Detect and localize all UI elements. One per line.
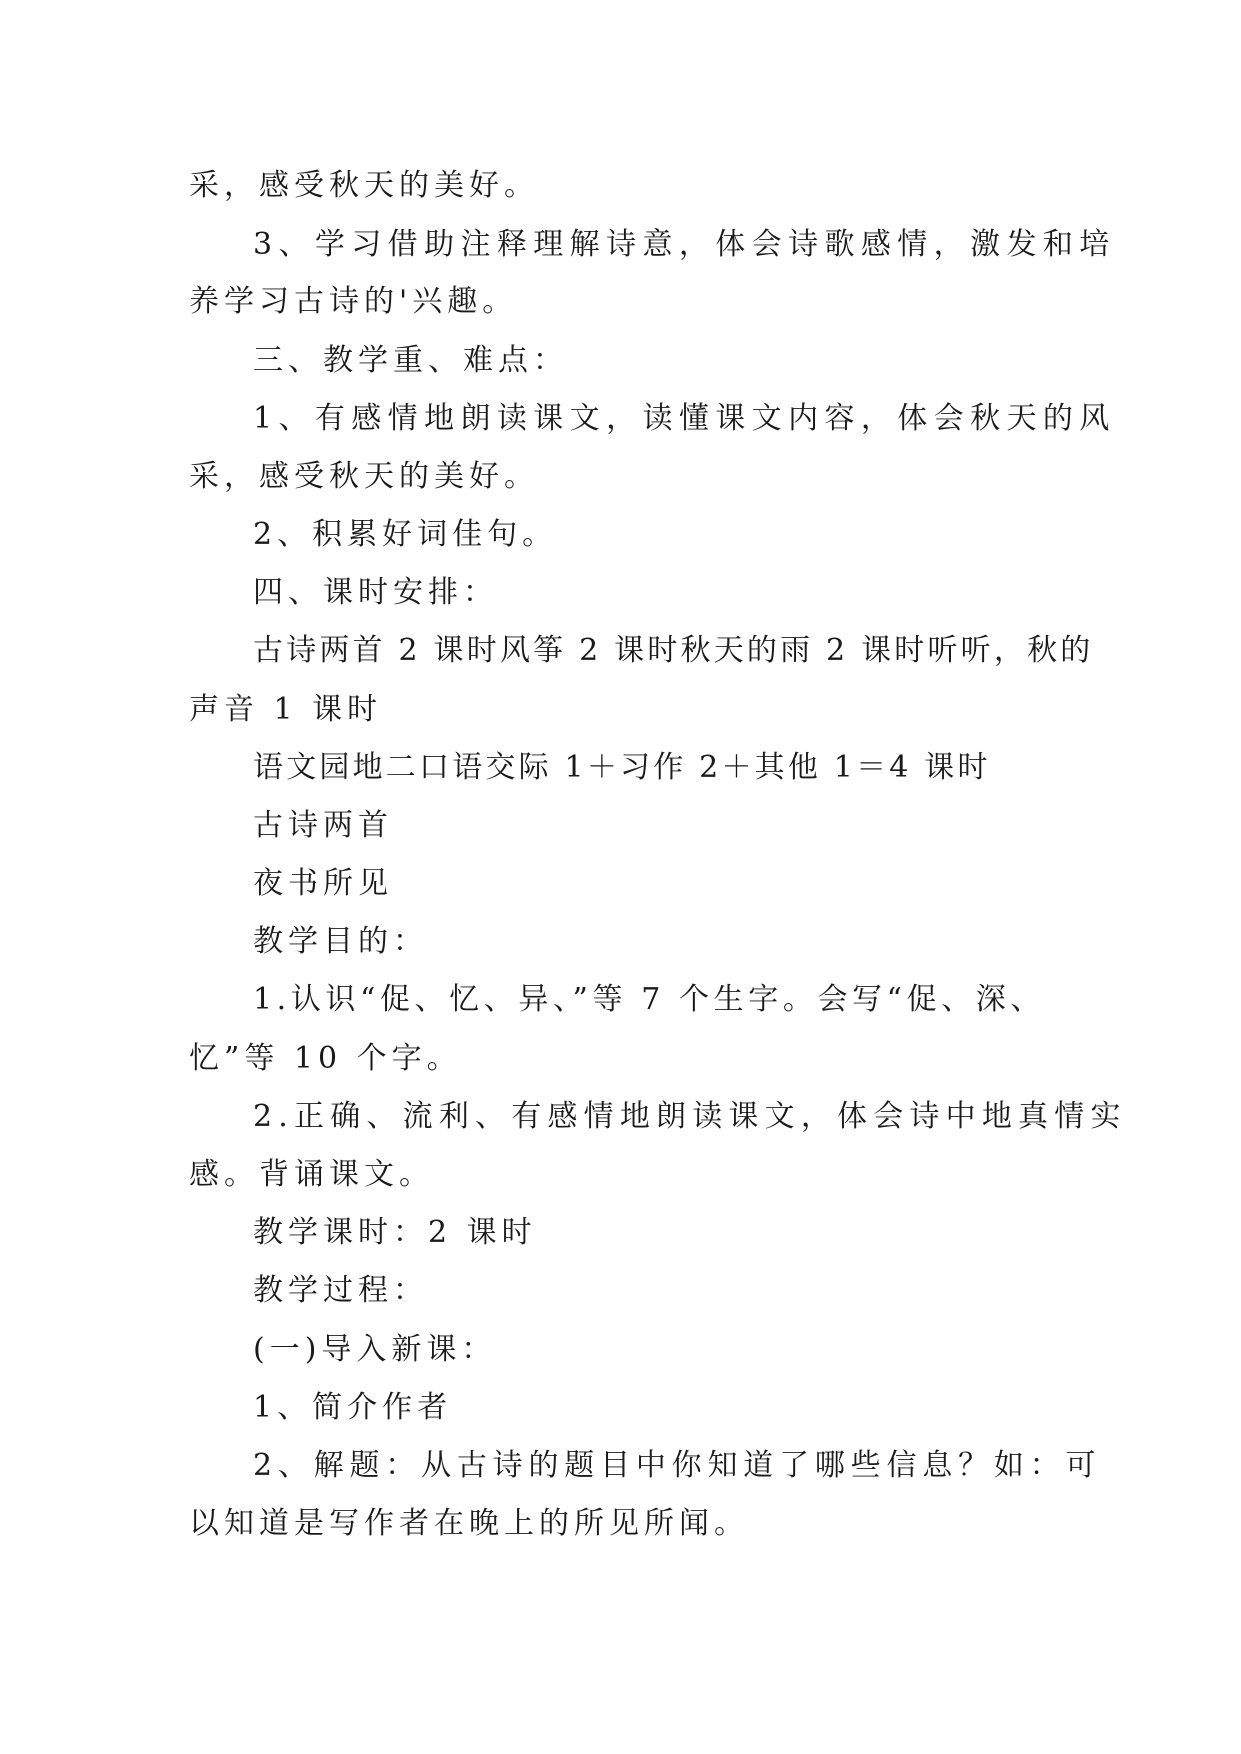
- text-line-22: 1、简介作者: [253, 1390, 453, 1425]
- text-line-18: 感。背诵课文。: [189, 1157, 434, 1192]
- section-heading-schedule: 四、课时安排：: [253, 575, 498, 610]
- lesson-title: 古诗两首: [253, 808, 393, 843]
- section-heading-objectives: 教学目的：: [253, 924, 428, 959]
- text-line-15: 1.认识“促、忆、异、”等 7 个生字。会写“促、深、: [253, 982, 1045, 1017]
- text-line-11: 语文园地二口语交际 1＋习作 2＋其他 1＝4 课时: [253, 750, 991, 785]
- text-line-19: 教学课时：2 课时: [253, 1215, 537, 1250]
- text-line-1: 采，感受秋天的美好。: [189, 168, 539, 203]
- text-line-21: (一)导入新课：: [253, 1332, 497, 1367]
- section-heading-process: 教学过程：: [253, 1273, 428, 1308]
- poem-title: 夜书所见: [253, 866, 393, 901]
- text-line-23: 2、解题：从古诗的题目中你知道了哪些信息？如：可: [253, 1448, 1102, 1483]
- text-line-3: 养学习古诗的'兴趣。: [189, 284, 518, 319]
- text-line-10: 声音 1 课时: [189, 692, 383, 727]
- text-line-6: 采，感受秋天的美好。: [189, 459, 539, 494]
- text-line-7: 2、积累好词佳句。: [253, 517, 558, 552]
- text-line-17: 2.正确、流利、有感情地朗读课文，体会诗中地真情实: [253, 1099, 1127, 1134]
- text-line-5: 1、有感情地朗读课文，读懂课文内容，体会秋天的风: [253, 401, 1116, 436]
- text-line-24: 以知道是写作者在晚上的所见所闻。: [189, 1506, 749, 1541]
- section-heading-key-points: 三、教学重、难点：: [253, 343, 568, 378]
- text-line-9: 古诗两首 2 课时风筝 2 课时秋天的雨 2 课时听听，秋的: [253, 633, 1094, 668]
- text-line-16: 忆”等 10 个字。: [189, 1041, 462, 1076]
- text-line-2: 3、学习借助注释理解诗意，体会诗歌感情，激发和培: [253, 227, 1116, 262]
